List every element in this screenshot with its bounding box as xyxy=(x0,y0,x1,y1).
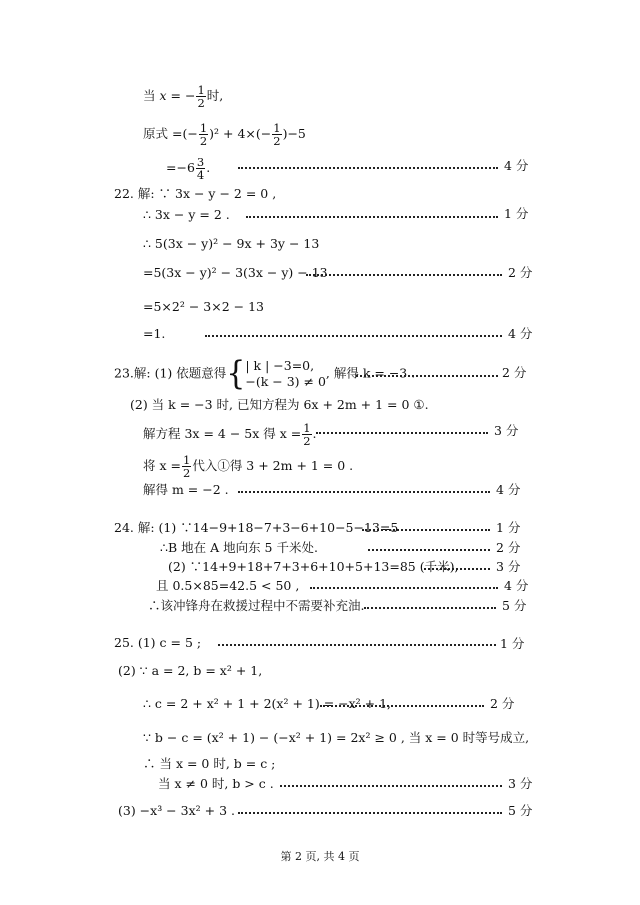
score-label: 5 分 xyxy=(508,803,533,818)
q24-line-5: ∴该冲锋舟在救援过程中不需要补充油. xyxy=(148,598,365,613)
score-label: 3 分 xyxy=(496,559,521,574)
frac-den: 2 xyxy=(303,434,311,448)
frac-den: 2 xyxy=(197,96,205,110)
dot-leader xyxy=(316,431,488,434)
q21-l3-frac xyxy=(196,156,205,181)
score-label: 2 分 xyxy=(502,365,527,380)
q25-line-2: (2) ∵ a = 2, b = x² + 1, xyxy=(118,663,263,678)
q25-line-5: ∴ 当 x = 0 时, b = c ; xyxy=(143,756,276,771)
q24-line-2: ∴B 地在 A 地向东 5 千米处. xyxy=(160,540,318,555)
score-label: 4 分 xyxy=(508,326,533,341)
q21-l3-pre: =−6 xyxy=(166,160,195,175)
dot-leader xyxy=(356,374,498,377)
q22-line-5: =5×2² − 3×2 − 13 xyxy=(143,299,264,314)
q21-l2-frac2 xyxy=(272,122,281,147)
frac-num: 1 xyxy=(199,121,208,135)
q23-l3-post: . xyxy=(312,426,317,441)
q21-line-3 xyxy=(166,156,210,181)
dot-leader xyxy=(238,490,490,493)
brace-glyph: { xyxy=(226,353,246,393)
dot-leader xyxy=(280,784,502,787)
dot-leader xyxy=(306,273,502,276)
system-eq-2: −(k − 3) ≠ 0 xyxy=(245,373,326,389)
dot-leader xyxy=(362,528,490,531)
dot-leader xyxy=(238,811,502,814)
dot-leader xyxy=(320,704,484,707)
q21-l2-label: 原式 =(− xyxy=(143,126,198,141)
q23-l4-post: 代入①得 3 + 2m + 1 = 0 . xyxy=(192,458,354,473)
score-label: 3 分 xyxy=(494,423,519,438)
q21-l2-mid: )² + 4×(− xyxy=(209,126,272,141)
q22-line-2: ∴ 3x − y = 2 . xyxy=(143,207,230,222)
q23-l3-frac xyxy=(302,422,311,447)
frac-den: 2 xyxy=(273,134,281,148)
q21-l1-x: x xyxy=(159,88,167,103)
score-label: 2 分 xyxy=(508,265,533,280)
frac-num: 1 xyxy=(197,83,205,97)
frac-num: 3 xyxy=(196,155,205,169)
q21-l1-post: 时, xyxy=(206,88,224,103)
score-label: 4 分 xyxy=(496,482,521,497)
equation-system xyxy=(245,358,326,390)
score-label: 1 分 xyxy=(504,206,529,221)
score-label: 2 分 xyxy=(490,696,515,711)
dot-leader xyxy=(205,334,502,337)
q25-line-4: ∵ b − c = (x² + 1) − (−x² + 1) = 2x² ≥ 0 , 当 x = 0 时等号成立, xyxy=(143,730,530,745)
score-label: 4 分 xyxy=(504,578,529,593)
system-eq-1: | k | −3=0, xyxy=(245,357,315,373)
q21-l1-frac xyxy=(196,84,205,109)
q25-line-7: (3) −x³ − 3x² + 3 . xyxy=(118,803,235,818)
dot-leader xyxy=(364,606,496,609)
q21-line-2 xyxy=(143,122,306,147)
q23-l1-post: , 解得 k = −3 . xyxy=(325,365,416,381)
q22-line-4: =5(3x − y)² − 3(3x − y) − 13 xyxy=(143,265,328,280)
frac-den: 2 xyxy=(199,134,208,148)
q22-line-3: ∴ 5(3x − y)² − 9x + 3y − 13 xyxy=(143,236,320,251)
q25-line-6: 当 x ≠ 0 时, b > c . xyxy=(158,776,274,791)
q21-l2-frac1 xyxy=(199,122,208,147)
q21-l1-pre: 当 xyxy=(143,88,160,103)
score-label: 4 分 xyxy=(504,158,529,173)
score-label: 3 分 xyxy=(508,776,533,791)
frac-num: 1 xyxy=(182,453,191,467)
q21-line-1 xyxy=(143,84,223,109)
q23-line-5: 解得 m = −2 . xyxy=(143,482,229,497)
q24-line-3: (2) ∵14+9+18+7+3+6+10+5+13=85 (千米), xyxy=(168,559,459,574)
q21-l3-post: . xyxy=(206,160,211,175)
dot-leader xyxy=(238,166,498,169)
q23-line-2: (2) 当 k = −3 时, 已知方程为 6x + 2m + 1 = 0 ①. xyxy=(130,397,429,412)
q25-line-1: 25. (1) c = 5 ; xyxy=(114,635,202,650)
q23-line-4 xyxy=(143,454,353,479)
q24-line-1: 24. 解: (1) ∵14−9+18−7+3−6+10−5−13=5 xyxy=(114,520,399,535)
frac-num: 1 xyxy=(303,421,311,435)
frac-den: 4 xyxy=(196,168,205,182)
score-label: 5 分 xyxy=(502,598,527,613)
q21-l2-post: )−5 xyxy=(282,126,306,141)
q23-l4-pre: 将 x = xyxy=(143,458,181,473)
q21-l1-eq: = − xyxy=(166,88,196,103)
q23-line-3 xyxy=(143,422,317,447)
frac-num: 1 xyxy=(273,121,281,135)
page-footer: 第 2 页, 共 4 页 xyxy=(280,850,360,863)
dot-leader xyxy=(310,586,498,589)
score-label: 1 分 xyxy=(500,636,525,651)
q25-line-3: ∴ c = 2 + x² + 1 + 2(x² + 1) = −x² + 1, xyxy=(143,696,392,711)
dot-leader xyxy=(424,567,490,570)
q22-line-6: =1. xyxy=(143,326,166,341)
score-label: 2 分 xyxy=(496,540,521,555)
score-label: 1 分 xyxy=(496,520,521,535)
q24-line-4: 且 0.5×85=42.5 < 50 , xyxy=(156,578,300,593)
frac-den: 2 xyxy=(182,466,191,480)
q23-l3-pre: 解方程 3x = 4 − 5x 得 x = xyxy=(143,426,302,441)
dot-leader xyxy=(246,215,498,218)
dot-leader xyxy=(368,548,490,551)
dot-leader xyxy=(218,643,496,646)
q23-l1-pre: 23.解: (1) 依题意得 xyxy=(114,365,227,381)
q23-l4-frac xyxy=(182,454,191,479)
q22-line-1: 22. 解: ∵ 3x − y − 2 = 0 , xyxy=(114,186,277,201)
